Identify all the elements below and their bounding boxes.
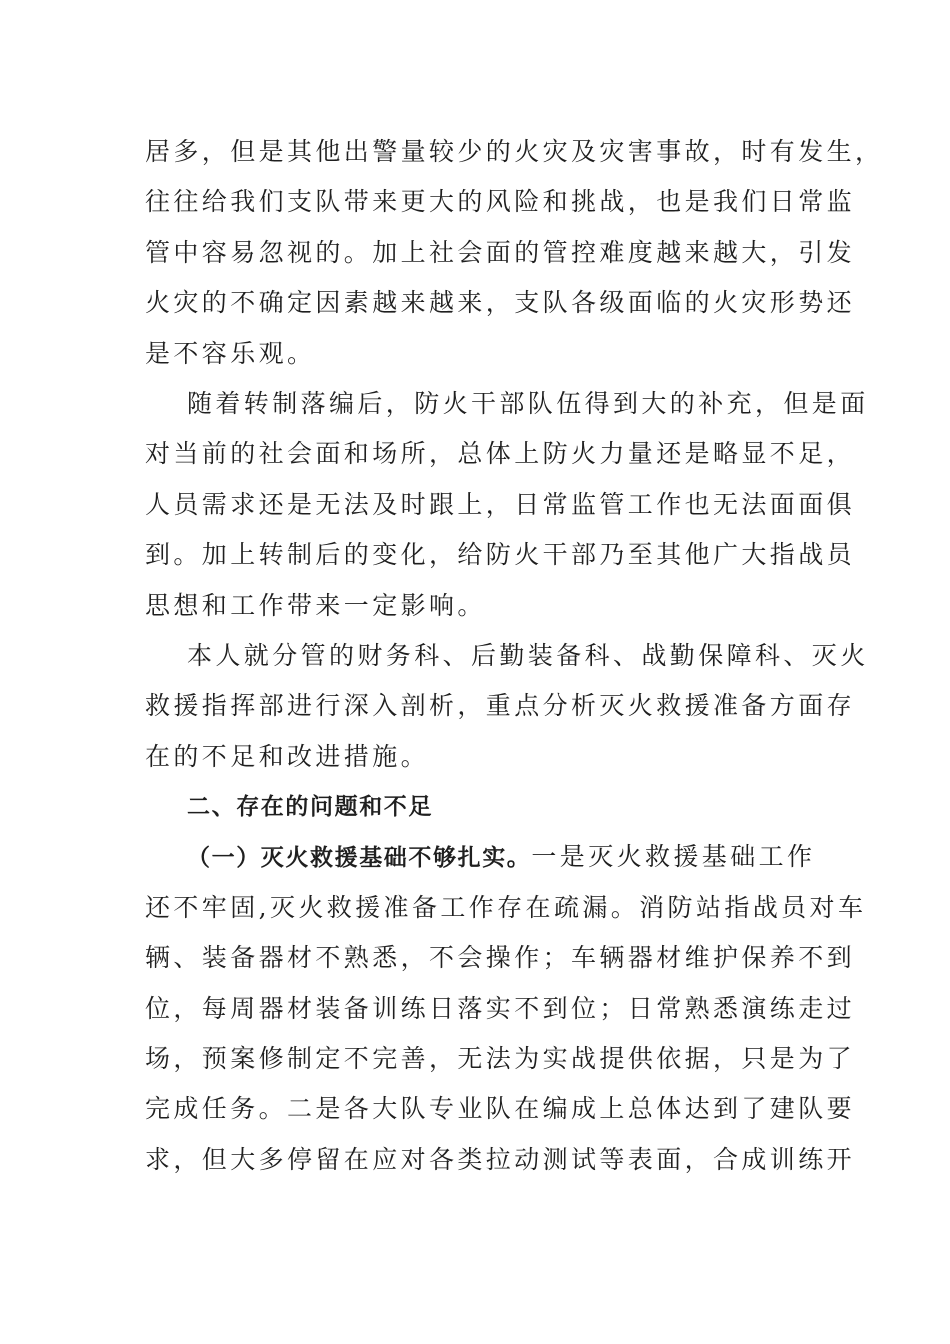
text-line: 思想和工作带来一定影响。: [145, 590, 486, 620]
paragraph-fire-situation: [145, 127, 884, 379]
text-line: 随着转制落编后，防火干部队伍得到大的补充，但是面: [187, 388, 869, 418]
section-heading: 二、存在的问题和不足: [187, 794, 433, 821]
text-line: 管中容易忽视的。加上社会面的管控难度越来越大，引发: [145, 237, 856, 267]
text-line: 对当前的社会面和场所，总体上防火力量还是略显不足，: [145, 439, 856, 469]
subsection-title: （一）灭火救援基础不够扎实。: [187, 845, 532, 872]
text-line: 在的不足和改进措施。: [145, 741, 430, 771]
text-line: 还不牢固,灭火救援准备工作存在疏漏。消防站指战员对车: [145, 892, 867, 922]
text-line: 到。加上转制后的变化，给防火干部乃至其他广大指战员: [145, 540, 856, 570]
subsection-first-line-text: 一是灭火救援基础工作: [531, 842, 816, 872]
text-line: 本人就分管的财务科、后勤装备科、战勤保障科、灭火: [187, 640, 869, 670]
text-line: 救援指挥部进行深入剖析，重点分析灭火救援准备方面存: [145, 691, 856, 721]
text-line: 人员需求还是无法及时跟上，日常监管工作也无法面面俱: [145, 489, 856, 519]
text-line: 居多，但是其他出警量较少的火灾及灾害事故，时有发生，: [145, 137, 884, 166]
subsection-first-line: [145, 832, 816, 882]
text-line: 位，每周器材装备训练日落实不到位；日常熟悉演练走过: [145, 993, 856, 1023]
text-line: 往往给我们支队带来更大的风险和挑战，也是我们日常监: [145, 187, 856, 217]
text-line: 求，但大多停留在应对各类拉动测试等表面，合成训练开: [145, 1144, 856, 1174]
text-line: 完成任务。二是各大队专业队在编成上总体达到了建队要: [145, 1094, 856, 1124]
text-line: 场，预案修制定不完善，无法为实战提供依据，只是为了: [145, 1044, 856, 1074]
text-line: 是不容乐观。: [145, 338, 316, 368]
document-body: [145, 127, 884, 1185]
paragraph-analysis-scope: [145, 631, 869, 782]
paragraph-fire-prevention-staff: [145, 379, 869, 631]
paragraph-subsection-one: [145, 832, 867, 1185]
text-line: 辆、装备器材不熟悉，不会操作；车辆器材维护保养不到: [145, 943, 856, 973]
text-line: 火灾的不确定因素越来越来，支队各级面临的火灾形势还: [145, 288, 856, 318]
